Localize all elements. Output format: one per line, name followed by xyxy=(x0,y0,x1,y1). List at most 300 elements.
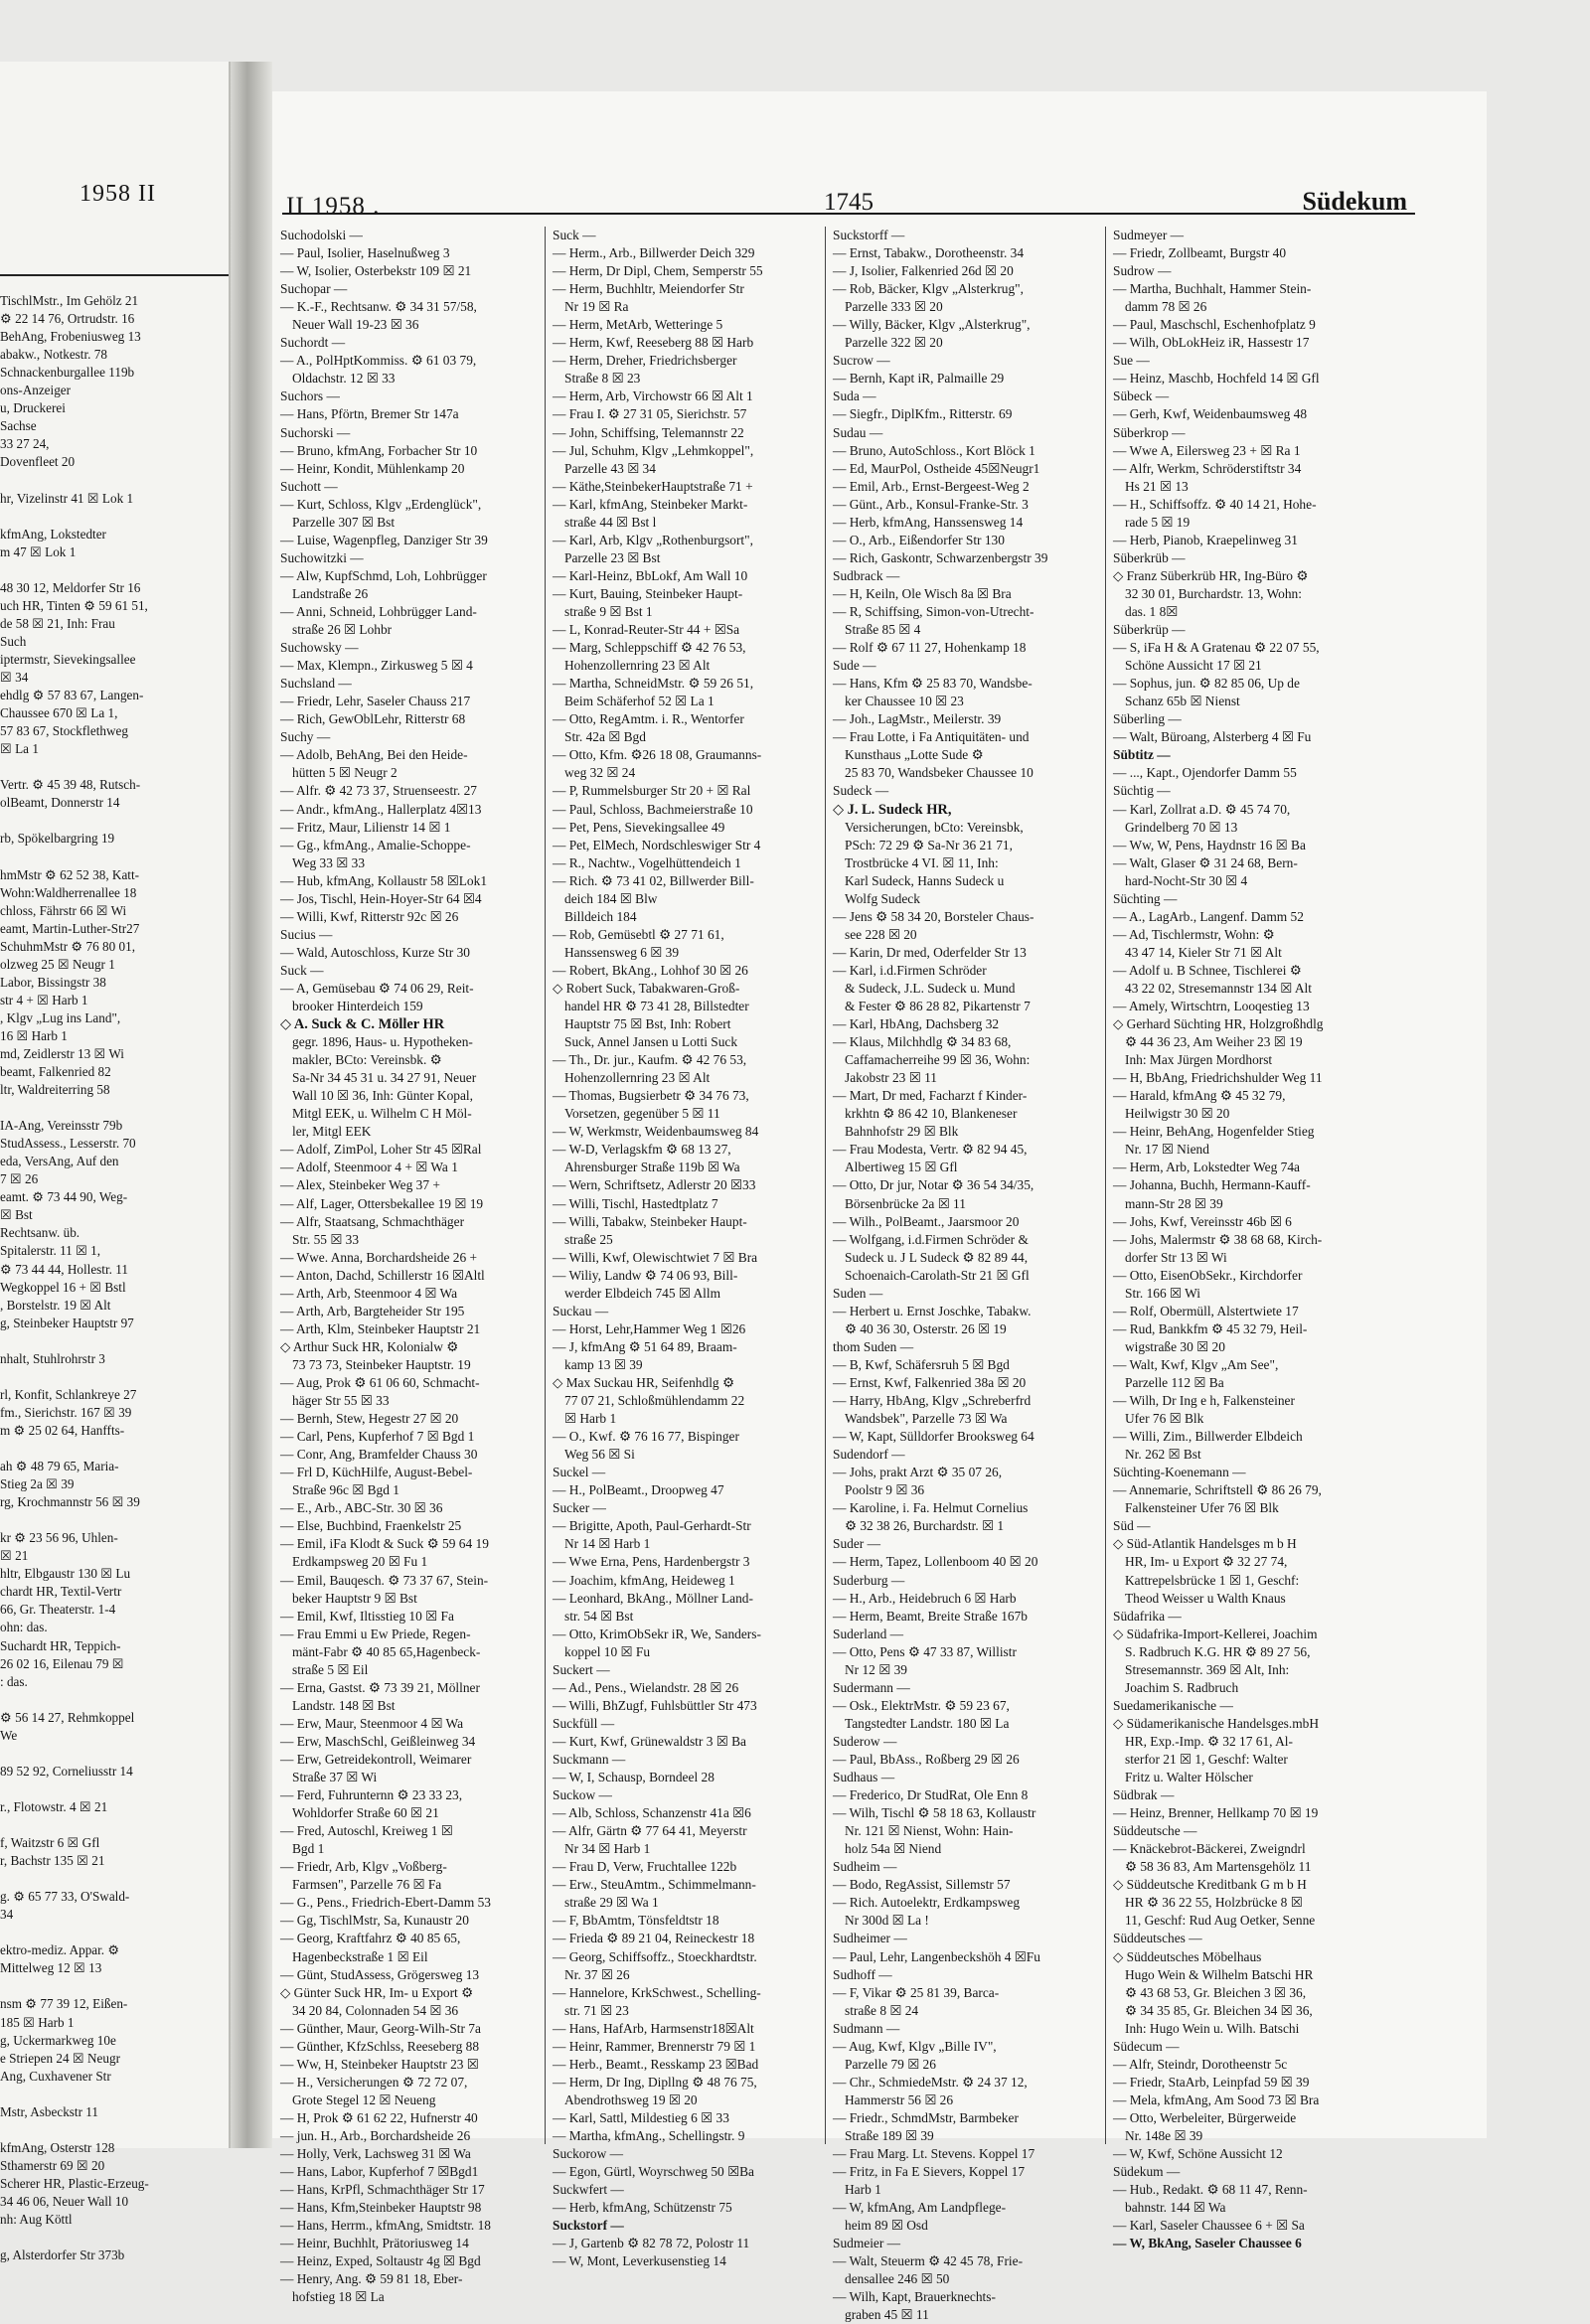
directory-entry-line: — Hub, kfmAng, Kollaustr 58 ☒Lok1 xyxy=(280,872,488,888)
directory-entry-line: — Wald, Autoschloss, Kurze Str 30 xyxy=(280,944,470,960)
surname-heading: Süddeutsche — xyxy=(1113,1823,1197,1839)
directory-entry-line: — Alfr. ⚙ 42 73 37, Struenseestr. 27 xyxy=(280,783,477,799)
directory-entry-line: — Erw, Maur, Steenmoor 4 ☒ Wa xyxy=(280,1715,464,1731)
entry-continuation-line: Str. 55 ☒ 33 xyxy=(292,1231,360,1247)
surname-heading: Süd — xyxy=(1113,1518,1151,1534)
left-entry-line: Sachse xyxy=(0,418,37,434)
surname-heading: Suckau — xyxy=(553,1303,609,1318)
left-entry-line: ehdlg ⚙ 57 83 67, Langen- xyxy=(0,688,144,703)
directory-entry-line: — Wwe Erna, Pens, Hardenbergstr 3 xyxy=(553,1554,750,1570)
entry-continuation-line: Weg 33 ☒ 33 xyxy=(292,854,366,870)
left-entry-line: Sthamerstr 69 ☒ 20 xyxy=(0,2157,105,2173)
left-entry-line: ohn: das. xyxy=(0,1620,48,1635)
directory-entry-line: — Herm, Dr Dipl, Chem, Semperstr 55 xyxy=(553,263,763,279)
directory-entry-line: — Kurt, Schloss, Klgv „Erdenglück", xyxy=(280,496,482,512)
surname-heading: Suchy — xyxy=(280,729,331,745)
directory-entry-line: — Georg, Kraftfahrz ⚙ 40 85 65, xyxy=(280,1931,461,1946)
directory-entry-line: — Hans, Pförtn, Bremer Str 147a xyxy=(280,406,459,422)
left-entry-line xyxy=(0,1745,227,1763)
directory-entry-line: — Paul, Isolier, Haselnußweg 3 xyxy=(280,245,450,261)
directory-entry-line: — Johs, Malermstr ⚙ 38 68 68, Kirch- xyxy=(1113,1231,1323,1247)
entry-continuation-line: hard-Nocht-Str 30 ☒ 4 xyxy=(1125,872,1248,888)
entry-continuation-line: Nr. 262 ☒ Bst xyxy=(1125,1447,1201,1463)
entry-continuation-line: Karl Sudeck, Hanns Sudeck u xyxy=(845,872,1005,888)
surname-heading: Süddeutsches — xyxy=(1113,1931,1202,1946)
directory-entry-line: — Rich, GewOblLehr, Ritterstr 68 xyxy=(280,711,466,727)
left-entry-line: de 58 ☒ 21, Inh: Frau xyxy=(0,615,115,631)
directory-entry-line: — Aug, Kwf, Klgv „Bille IV", xyxy=(833,2038,997,2054)
entry-continuation-line: Erdkampsweg 20 ☒ Fu 1 xyxy=(292,1554,428,1570)
directory-entry-line: — Adolf u. B Schnee, Tischlerei ⚙ xyxy=(1113,962,1302,978)
directory-entry-line: — Wilh, Tischl ⚙ 58 18 63, Kollaustr xyxy=(833,1805,1036,1821)
entry-continuation-line: Hanssensweg 6 ☒ 39 xyxy=(564,944,680,960)
directory-entry-line: — Alb, Schloss, Schanzenstr 41a ☒6 xyxy=(553,1805,751,1821)
directory-entry-line: — A., PolHptKommiss. ⚙ 61 03 79, xyxy=(280,353,477,369)
entry-continuation-line: straße 29 ☒ Wa 1 xyxy=(564,1895,659,1911)
entry-continuation-line: 25 83 70, Wandsbeker Chaussee 10 xyxy=(845,765,1034,781)
left-entry-line xyxy=(0,1816,227,1834)
entry-continuation-line: 34 20 84, Colonnaden 54 ☒ 36 xyxy=(292,2002,459,2018)
left-entry-line xyxy=(0,1924,227,1941)
directory-entry-line: — Hannelore, KrkSchwest., Schelling- xyxy=(553,1984,761,2000)
directory-entry-line: — Karin, Dr med, Oderfelder Str 13 xyxy=(833,944,1027,960)
left-entry-line: 48 30 12, Meldorfer Str 16 xyxy=(0,579,141,595)
left-entry-line: 33 27 24, xyxy=(0,436,50,452)
directory-entry-line: — Hans, Kfm ⚙ 25 83 70, Wandsbe- xyxy=(833,676,1033,692)
directory-entry-line: — R., Nachtw., Vogelhüttendeich 1 xyxy=(553,854,741,870)
directory-entry-line: — Kurt, Bauing, Steinbeker Haupt- xyxy=(553,585,743,601)
entry-continuation-line: wigstraße 30 ☒ 20 xyxy=(1125,1338,1225,1354)
left-entry-line: m 47 ☒ Lok 1 xyxy=(0,543,77,559)
entry-continuation-line: Hauptstr 75 ☒ Bst, Inh: Robert xyxy=(564,1016,731,1032)
directory-entry-line: — Joachim, kfmAng, Heideweg 1 xyxy=(553,1572,735,1588)
surname-heading: Sudheimer — xyxy=(833,1931,907,1946)
directory-entry-line: ◇ Franz Süberkrüb HR, Ing-Büro ⚙ xyxy=(1113,567,1309,583)
directory-entry-line: — ..., Kapt., Ojendorfer Damm 55 xyxy=(1113,765,1297,781)
left-entry-line: rl, Konfit, Schlankreye 27 xyxy=(0,1386,137,1402)
directory-entry-line: — Herb, Pianob, Kraepelinweg 31 xyxy=(1113,532,1298,547)
entry-continuation-line: Hammerstr 56 ☒ 26 xyxy=(845,2092,954,2107)
directory-entry-line: — Heinr, Kondit, Mühlenkamp 20 xyxy=(280,460,465,476)
book-binding-gutter xyxy=(231,62,272,2148)
surname-heading: Sudhaus — xyxy=(833,1770,895,1785)
directory-entry-line: — Harald, kfmAng ⚙ 45 32 79, xyxy=(1113,1088,1286,1104)
directory-entry-line: — Paul, Schloss, Bachmeierstraße 10 xyxy=(553,801,753,817)
left-entry-line: ⚙ 56 14 27, Rehmkoppel xyxy=(0,1709,135,1725)
entry-continuation-line: Poolstr 9 ☒ 36 xyxy=(845,1482,925,1498)
directory-entry-line: — K.-F., Rechtsanw. ⚙ 34 31 57/58, xyxy=(280,299,477,315)
left-entry-line: IA-Ang, Vereinsstr 79b xyxy=(0,1118,123,1134)
directory-entry-line: — Heinz, Maschb, Hochfeld 14 ☒ Gfl xyxy=(1113,371,1320,387)
directory-entry-line: — Hans, Kfm,Steinbeker Hauptstr 98 xyxy=(280,2200,482,2216)
directory-entry-line: — J, Isolier, Falkenried 26d ☒ 20 xyxy=(833,263,1014,279)
left-page-header: 1958 II xyxy=(80,181,156,207)
directory-entry-line: — Herb, kfmAng, Schützenstr 75 xyxy=(553,2200,732,2216)
left-entry-line: ☒ La 1 xyxy=(0,741,39,757)
directory-entry-line: — Frederico, Dr StudRat, Ole Enn 8 xyxy=(833,1787,1029,1803)
entry-continuation-line: Nr. 121 ☒ Nienst, Wohn: Hain- xyxy=(845,1823,1014,1839)
surname-heading: Suchodolski — xyxy=(280,228,363,242)
surname-heading: Sude — xyxy=(833,658,876,674)
entry-continuation-line: Nr 12 ☒ 39 xyxy=(845,1661,907,1677)
left-entry-line: Stieg 2a ☒ 39 xyxy=(0,1476,75,1492)
entry-continuation-line: Vorsetzen, gegenüber 5 ☒ 11 xyxy=(564,1106,720,1122)
left-entry-line: md, Zeidlerstr 13 ☒ Wi xyxy=(0,1045,124,1061)
entry-continuation-line: Abendrothsweg 19 ☒ 20 xyxy=(564,2092,698,2107)
directory-entry-line: — Heinr, Rammer, Brennerstr 79 ☒ 1 xyxy=(553,2038,756,2054)
surname-heading: Suchors — xyxy=(280,388,340,404)
directory-entry-line: — Aug, Prok ⚙ 61 06 60, Schmacht- xyxy=(280,1375,480,1390)
directory-entry-line: — Adolb, BehAng, Bei den Heide- xyxy=(280,747,468,763)
directory-entry-line: — Wolfgang, i.d.Firmen Schröder & xyxy=(833,1231,1029,1247)
entry-continuation-line: Heilwigstr 30 ☒ 20 xyxy=(1125,1106,1230,1122)
entry-continuation-line: Joachim S. Radbruch xyxy=(1125,1679,1239,1695)
surname-heading: Süchting — xyxy=(1113,890,1178,906)
surname-heading: Suckel — xyxy=(553,1465,606,1480)
directory-entry-line: — Adolf, Steenmoor 4 + ☒ Wa 1 xyxy=(280,1160,458,1175)
left-entry-line xyxy=(0,812,227,830)
left-entry-line: fm., Sierichstr. 167 ☒ 39 xyxy=(0,1404,132,1420)
surname-heading: Sudhoff — xyxy=(833,1966,892,1982)
entry-continuation-line: ⚙ 44 36 23, Am Weiher 23 ☒ 19 xyxy=(1125,1034,1303,1050)
surname-heading: Sue — xyxy=(1113,353,1150,369)
entry-continuation-line: 73 73 73, Steinbeker Hauptstr. 19 xyxy=(292,1356,471,1372)
directory-entry-line: Sübtitz — xyxy=(1113,747,1171,763)
directory-entry-line: — Herbert u. Ernst Joschke, Tabakw. xyxy=(833,1303,1032,1318)
left-entry-line xyxy=(0,1691,227,1709)
directory-entry-line: — Robert, BkAng., Lohhof 30 ☒ 26 xyxy=(553,962,748,978)
entry-continuation-line: straße 44 ☒ Bst l xyxy=(564,514,657,530)
directory-entry-line: — Pet, ElMech, Nordschleswiger Str 4 xyxy=(553,837,761,852)
entry-continuation-line: Grote Stegel 12 ☒ Neueng xyxy=(292,2092,436,2107)
entry-continuation-line: Parzelle 333 ☒ 20 xyxy=(845,299,943,315)
entry-continuation-line: Ahrensburger Straße 119b ☒ Wa xyxy=(564,1160,740,1175)
entry-continuation-line: koppel 10 ☒ Fu xyxy=(564,1643,651,1659)
left-entry-line: g. ⚙ 65 77 33, O'Swald- xyxy=(0,1889,130,1905)
directory-column-1 xyxy=(280,227,551,2306)
directory-column-3 xyxy=(833,227,1103,2324)
directory-entry-line: — Herm, MetArb, Wetteringe 5 xyxy=(553,317,723,333)
entry-continuation-line: Theod Weisser u Walth Knaus xyxy=(1125,1590,1286,1606)
directory-entry-line: — H., Schiffsoffz. ⚙ 40 14 21, Hohe- xyxy=(1113,496,1317,512)
surname-heading: Suchorski — xyxy=(280,424,351,440)
left-entry-line: Spitalerstr. 11 ☒ 1, xyxy=(0,1243,101,1259)
directory-entry-line: ◇ Günter Suck HR, Im- u Export ⚙ xyxy=(280,1984,474,2000)
surname-heading: Suderburg — xyxy=(833,1572,905,1588)
directory-entry-line: — Otto, RegAmtm. i. R., Wentorfer xyxy=(553,711,744,727)
directory-entry-line: — J, Gartenb ⚙ 82 78 72, Polostr 11 xyxy=(553,2236,750,2251)
entry-continuation-line: straße 5 ☒ Eil xyxy=(292,1661,369,1677)
left-entry-line: Schnackenburgallee 119b xyxy=(0,365,135,381)
directory-entry-line: — Max, Klempn., Zirkusweg 5 ☒ 4 xyxy=(280,658,473,674)
directory-entry-line: — Herm, Dreher, Friedrichsberger xyxy=(553,353,737,369)
left-entry-line xyxy=(0,1099,227,1117)
directory-entry-line: — Willy, Bäcker, Klgv „Alsterkrug", xyxy=(833,317,1031,333)
directory-entry-line: — Günt., Arb., Konsul-Franke-Str. 3 xyxy=(833,496,1029,512)
entry-continuation-line: Parzelle 307 ☒ Bst xyxy=(292,514,396,530)
entry-continuation-line: Schöne Aussicht 17 ☒ 21 xyxy=(1125,658,1262,674)
directory-entry-line: — Rolf ⚙ 67 11 27, Hohenkamp 18 xyxy=(833,640,1027,656)
directory-entry-line: — Karl, Sattl, Mildestieg 6 ☒ 33 xyxy=(553,2109,729,2125)
left-entry-line: Ang, Cuxhavener Str xyxy=(0,2068,111,2084)
surname-heading: Suckstorff — xyxy=(833,228,905,242)
entry-continuation-line: Nr. 37 ☒ 26 xyxy=(564,1966,630,1982)
directory-entry-line: — Erw, MaschSchl, Geißleinweg 34 xyxy=(280,1733,476,1749)
entry-continuation-line: str. 54 ☒ Bst xyxy=(564,1608,634,1624)
entry-continuation-line: densallee 246 ☒ 50 xyxy=(845,2271,950,2287)
entry-continuation-line: 43 22 02, Stresemannstr 134 ☒ Alt xyxy=(1125,980,1312,996)
entry-continuation-line: ⚙ 43 68 53, Gr. Bleichen 3 ☒ 36, xyxy=(1125,1984,1307,2000)
directory-entry-line: — W, Kwf, Schöne Aussicht 12 xyxy=(1113,2146,1283,2162)
directory-entry-line: — Rud, Bankkfm ⚙ 45 32 79, Heil- xyxy=(1113,1320,1308,1336)
page-header xyxy=(272,181,1415,221)
surname-heading: Sudendorf — xyxy=(833,1447,905,1463)
directory-entry-line: — Herm, Kwf, Reeseberg 88 ☒ Harb xyxy=(553,335,754,351)
directory-entry-line: — B, Kwf, Schäfersruh 5 ☒ Bgd xyxy=(833,1356,1010,1372)
left-entry-line xyxy=(0,848,227,865)
directory-entry-line: Suckstorf — xyxy=(553,2218,624,2234)
directory-entry-line: — Paul, Maschschl, Eschenhofplatz 9 xyxy=(1113,317,1316,333)
left-entry-line: We xyxy=(0,1727,18,1743)
left-entry-line xyxy=(0,1870,227,1888)
directory-entry-line: — Frau Marg. Lt. Stevens. Koppel 17 xyxy=(833,2146,1035,2162)
entry-continuation-line: ker Chaussee 10 ☒ 23 xyxy=(845,694,964,709)
header-volume-year: II 1958 . xyxy=(286,193,381,220)
left-entry-line: r., Flotowstr. 4 ☒ 21 xyxy=(0,1798,108,1814)
directory-entry-line: ◇ Süddeutsche Kreditbank G m b H xyxy=(1113,1877,1307,1893)
directory-entry-line: — Johs, Kwf, Vereinsstr 46b ☒ 6 xyxy=(1113,1213,1292,1229)
entry-continuation-line: Trostbrücke 4 VI. ☒ 11, Inh: xyxy=(845,854,999,870)
entry-continuation-line: Kattrepelsbrücke 1 ☒ 1, Geschf: xyxy=(1125,1572,1300,1588)
entry-continuation-line: Suck, Annel Jansen u Lotti Suck xyxy=(564,1034,738,1050)
directory-entry-line: ◇ Süd-Atlantik Handelsges m b H xyxy=(1113,1536,1297,1552)
entry-continuation-line: Nr 14 ☒ Harb 1 xyxy=(564,1536,651,1552)
entry-continuation-line: das. 1 8☒ xyxy=(1125,603,1179,619)
directory-entry-line: — Wern, Schriftsetz, Adlerstr 20 ☒33 xyxy=(553,1177,756,1193)
directory-page xyxy=(272,91,1487,2323)
directory-entry-line: — Egon, Gürtl, Woyrschweg 50 ☒Ba xyxy=(553,2164,754,2180)
directory-entry-line: — Karl, kfmAng, Steinbeker Markt- xyxy=(553,496,748,512)
directory-entry-line: — Willi, Zim., Billwerder Elbdeich xyxy=(1113,1429,1303,1445)
left-entry-line: r, Bachstr 135 ☒ 21 xyxy=(0,1853,105,1869)
left-entry-line: iptermstr, Sievekingsallee xyxy=(0,651,136,667)
directory-entry-line: — Gerh, Kwf, Weidenbaumsweg 48 xyxy=(1113,406,1308,422)
directory-entry-line: — Walt, Glaser ⚙ 31 24 68, Bern- xyxy=(1113,854,1298,870)
entry-continuation-line: Straße 189 ☒ 39 xyxy=(845,2127,934,2143)
left-entry-line: ons-Anzeiger xyxy=(0,383,72,398)
directory-entry-line: — W-D, Verlagskfm ⚙ 68 13 27, xyxy=(553,1142,731,1158)
directory-entry-line: — Th., Dr. jur., Kaufm. ⚙ 42 76 53, xyxy=(553,1052,747,1068)
directory-entry-line: — Karoline, i. Fa. Helmut Cornelius xyxy=(833,1500,1029,1516)
entry-continuation-line: Wolfg Sudeck xyxy=(845,890,920,906)
left-entry-line: abakw., Notkestr. 78 xyxy=(0,347,107,363)
directory-entry-line: — Gg., kfmAng., Amalie-Schoppe- xyxy=(280,837,471,852)
directory-entry-line: — Fritz, in Fa E Sievers, Koppel 17 xyxy=(833,2164,1026,2180)
left-entry-line: 16 ☒ Harb 1 xyxy=(0,1027,68,1043)
left-entry-line: ☒ Bst xyxy=(0,1207,33,1223)
directory-entry-line: — Arth, Arb, Bargteheider Str 195 xyxy=(280,1303,465,1318)
directory-entry-line: — Arth, Arb, Steenmoor 4 ☒ Wa xyxy=(280,1285,458,1301)
directory-entry-line: — Wiliy, Landw ⚙ 74 06 93, Bill- xyxy=(553,1267,738,1283)
entry-continuation-line: straße 26 ☒ Lohbr xyxy=(292,622,393,638)
left-entry-line: , Klgv „Lug ins Land", xyxy=(0,1009,121,1025)
directory-entry-line: — R, Schiffsing, Simon-von-Utrecht- xyxy=(833,603,1034,619)
left-entry-line: hltr, Elbgaustr 130 ☒ Lu xyxy=(0,1566,131,1582)
firm-entry-line: ◇ A. Suck & C. Möller HR xyxy=(280,1016,445,1033)
directory-entry-line: — Martha, kfmAng., Schellingstr. 9 xyxy=(553,2127,745,2143)
surname-heading: Sübeck — xyxy=(1113,388,1170,404)
directory-entry-line: — Friedr., SchmdMstr, Barmbeker xyxy=(833,2109,1019,2125)
directory-entry-line: — H, BbAng, Friedrichshulder Weg 11 xyxy=(1113,1070,1323,1086)
directory-entry-line: — Willi, BhZugf, Fuhlsbüttler Str 473 xyxy=(553,1697,757,1713)
entry-continuation-line: Straße 96c ☒ Bgd 1 xyxy=(292,1482,399,1498)
left-entry-line: m ⚙ 25 02 64, Hanffts- xyxy=(0,1422,125,1438)
left-entry-line xyxy=(0,2229,227,2247)
entry-continuation-line: Inh: Hugo Wein u. Wilh. Batschi xyxy=(1125,2020,1300,2036)
entry-continuation-line: Wohldorfer Straße 60 ☒ 21 xyxy=(292,1805,439,1821)
directory-entry-line: — Karl, i.d.Firmen Schröder xyxy=(833,962,987,978)
left-entry-line xyxy=(0,1977,227,1995)
entry-continuation-line: Straße 85 ☒ 4 xyxy=(845,622,921,638)
entry-continuation-line: brooker Hinterdeich 159 xyxy=(292,999,423,1014)
left-entry-line xyxy=(0,2121,227,2139)
directory-entry-line: — Ernst, Kwf, Falkenried 38a ☒ 20 xyxy=(833,1375,1027,1390)
directory-entry-line: — Walt, Kwf, Klgv „Am See", xyxy=(1113,1356,1279,1372)
entry-continuation-line: Farmsen", Parzelle 76 ☒ Fa xyxy=(292,1877,442,1893)
entry-continuation-line: Stresemannstr. 369 ☒ Alt, Inh: xyxy=(1125,1661,1290,1677)
directory-entry-line: — P, Rummelsburger Str 20 + ☒ Ral xyxy=(553,783,751,799)
directory-entry-line: — Otto, Pens ⚙ 47 33 87, Willistr xyxy=(833,1643,1017,1659)
entry-continuation-line: Albertiweg 15 ☒ Gfl xyxy=(845,1160,958,1175)
column-divider xyxy=(825,227,826,2144)
entry-continuation-line: Jakobstr 23 ☒ 11 xyxy=(845,1070,937,1086)
left-entry-line: g, Uckermarkweg 10e xyxy=(0,2032,116,2048)
left-entry-line: chardt HR, Textil-Vertr xyxy=(0,1584,122,1600)
left-entry-line: Mittelweg 12 ☒ 13 xyxy=(0,1960,102,1976)
surname-heading: Süberkrop — xyxy=(1113,424,1186,440)
left-entry-line: 185 ☒ Harb 1 xyxy=(0,2014,75,2030)
surname-heading: Suckow — xyxy=(553,1787,612,1803)
left-entry-line: eda, VersAng, Auf den xyxy=(0,1154,119,1169)
entry-continuation-line: Hohenzollernring 23 ☒ Alt xyxy=(564,1070,711,1086)
directory-entry-line: — Alfr, Staatsang, Schmachthäger xyxy=(280,1213,465,1229)
directory-entry-line: — Klaus, Milchhdlg ⚙ 34 83 68, xyxy=(833,1034,1012,1050)
entry-continuation-line: Nr 34 ☒ Harb 1 xyxy=(564,1841,651,1857)
entry-continuation-line: Versicherungen, bCto: Vereinsbk, xyxy=(845,819,1024,835)
left-entry-line xyxy=(0,1511,227,1529)
directory-entry-line: — Willi, Kwf, Olewischtwiet 7 ☒ Bra xyxy=(553,1249,758,1265)
entry-continuation-line: Wall 10 ☒ 36, Inh: Günter Kopal, xyxy=(292,1088,473,1104)
left-entry-line: beamt, Falkenried 82 xyxy=(0,1064,111,1080)
entry-continuation-line: ⚙ 32 38 26, Burchardstr. ☒ 1 xyxy=(845,1518,1005,1534)
entry-continuation-line: Parzelle 79 ☒ 26 xyxy=(845,2056,936,2072)
entry-continuation-line: Parzelle 43 ☒ 34 xyxy=(564,460,656,476)
left-entry-line: Scherer HR, Plastic-Erzeug- xyxy=(0,2175,149,2191)
directory-entry-line: — S, iFa H & A Gratenau ⚙ 22 07 55, xyxy=(1113,640,1320,656)
directory-entry-line: — Bernh, Kapt iR, Palmaille 29 xyxy=(833,371,1005,387)
directory-entry-line: — Alw, KupfSchmd, Loh, Lohbrügger xyxy=(280,567,487,583)
entry-continuation-line: kamp 13 ☒ 39 xyxy=(564,1356,643,1372)
entry-continuation-line: hofstieg 18 ☒ La xyxy=(292,2289,385,2305)
surname-heading: Südecum — xyxy=(1113,2038,1180,2054)
directory-entry-line: — Anton, Dachd, Schillerstr 16 ☒Altl xyxy=(280,1267,485,1283)
directory-entry-line: — Erna, Gastst. ⚙ 73 39 21, Möllner xyxy=(280,1679,480,1695)
entry-continuation-line: ⚙ 58 36 83, Am Martensgehölz 11 xyxy=(1125,1859,1312,1875)
entry-continuation-line: straße 9 ☒ Bst 1 xyxy=(564,603,653,619)
directory-entry-line: — Herm, Beamt, Breite Straße 167b xyxy=(833,1608,1028,1624)
surname-heading: Suck — xyxy=(280,962,324,978)
directory-entry-line: ◇ Südamerikanische Handelsges.mbH xyxy=(1113,1715,1320,1731)
directory-entry-line: — Alex, Steinbeker Weg 37 + xyxy=(280,1177,440,1193)
entry-continuation-line: straße 25 xyxy=(564,1231,613,1247)
directory-column-2 xyxy=(553,227,823,2270)
left-entry-line: Rechtsanw. üb. xyxy=(0,1225,80,1241)
entry-continuation-line: Hugo Wein & Wilhelm Batschi HR xyxy=(1125,1966,1314,1982)
entry-continuation-line: hütten 5 ☒ Neugr 2 xyxy=(292,765,398,781)
left-entry-line: uch HR, Tinten ⚙ 59 61 51, xyxy=(0,597,148,613)
entry-continuation-line: Straße 37 ☒ Wi xyxy=(292,1770,378,1785)
entry-continuation-line: werder Elbdeich 745 ☒ Allm xyxy=(564,1285,721,1301)
directory-entry-line: — Käthe,SteinbekerHauptstraße 71 + xyxy=(553,478,753,494)
left-page-entries xyxy=(0,292,227,2264)
entry-continuation-line: Tangstedter Landstr. 180 ☒ La xyxy=(845,1715,1010,1731)
directory-entry-line: — Bruno, AutoSchloss., Kort Blöck 1 xyxy=(833,442,1035,458)
surname-heading: Süberling — xyxy=(1113,711,1182,727)
directory-entry-line: — Friedr, Lehr, Saseler Chauss 217 xyxy=(280,694,471,709)
left-entry-line: BehAng, Frobeniusweg 13 xyxy=(0,329,141,345)
entry-continuation-line: Hagenbeckstraße 1 ☒ Eil xyxy=(292,1948,428,1964)
entry-continuation-line: handel HR ⚙ 73 41 28, Billstedter xyxy=(564,999,749,1014)
entry-continuation-line: krkhtn ⚙ 86 42 10, Blankeneser xyxy=(845,1106,1018,1122)
left-entry-line: g, Steinbeker Hauptstr 97 xyxy=(0,1315,134,1330)
directory-entry-line: — Otto, Kfm. ⚙26 18 08, Graumanns- xyxy=(553,747,762,763)
directory-entry-line: — Herm, Arb, Lokstedter Weg 74a xyxy=(1113,1160,1300,1175)
surname-heading: Suckfüll — xyxy=(553,1715,615,1731)
entry-continuation-line: Neuer Wall 19-23 ☒ 36 xyxy=(292,317,419,333)
left-entry-line: ⚙ 22 14 76, Ortrudstr. 16 xyxy=(0,311,135,327)
directory-entry-line: — Holly, Verk, Lachsweg 31 ☒ Wa xyxy=(280,2146,471,2162)
directory-entry-line: — Rich. Autoelektr, Erdkampsweg xyxy=(833,1895,1021,1911)
directory-entry-line: — Wwe A, Eilersweg 23 + ☒ Ra 1 xyxy=(1113,442,1301,458)
directory-entry-line: — Emil, Arb., Ernst-Bergeest-Weg 2 xyxy=(833,478,1030,494)
left-entry-line: f, Waitzstr 6 ☒ Gfl xyxy=(0,1835,100,1851)
directory-entry-line: — Anni, Schneid, Lohbrügger Land- xyxy=(280,603,477,619)
left-page-fragment xyxy=(0,62,231,2263)
surname-heading: Sudeck — xyxy=(833,783,889,799)
left-entry-line: hr, Vizelinstr 41 ☒ Lok 1 xyxy=(0,490,134,506)
entry-continuation-line: str. 71 ☒ 23 xyxy=(564,2002,629,2018)
directory-entry-line: — Jos, Tischl, Hein-Hoyer-Str 64 ☒4 xyxy=(280,890,482,906)
entry-continuation-line: Straße 8 ☒ 23 xyxy=(564,371,641,387)
directory-entry-line: ◇ Südafrika-Import-Kellerei, Joachim xyxy=(1113,1626,1318,1641)
directory-entry-line: — Otto, Dr jur, Notar ⚙ 36 54 34/35, xyxy=(833,1177,1034,1193)
directory-entry-line: ◇ Max Suckau HR, Seifenhdlg ⚙ xyxy=(553,1375,734,1390)
entry-continuation-line: Grindelberg 70 ☒ 13 xyxy=(1125,819,1238,835)
directory-entry-line: — Ad., Pens., Wielandstr. 28 ☒ 26 xyxy=(553,1679,739,1695)
entry-continuation-line: makler, BCto: Vereinsbk. ⚙ xyxy=(292,1052,442,1068)
directory-entry-line: — Marg, Schleppschiff ⚙ 42 76 53, xyxy=(553,640,746,656)
entry-continuation-line: & Sudeck, J.L. Sudeck u. Mund xyxy=(845,980,1016,996)
left-entry-line: 34 46 06, Neuer Wall 10 xyxy=(0,2193,129,2209)
left-entry-line: ☒ 34 xyxy=(0,669,29,685)
directory-entry-line: — Ww, W, Pens, Haydnstr 16 ☒ Ba xyxy=(1113,837,1306,852)
left-entry-line: 34 xyxy=(0,1907,14,1923)
directory-entry-line: — Bodo, RegAssist, Sillemstr 57 xyxy=(833,1877,1011,1893)
left-entry-line: eamt. ⚙ 73 44 90, Weg- xyxy=(0,1189,128,1205)
left-entry-line xyxy=(0,2086,227,2103)
directory-entry-line: — W, kfmAng, Am Landpflege- xyxy=(833,2200,1007,2216)
left-entry-line: rb, Spökelbargring 19 xyxy=(0,831,115,847)
